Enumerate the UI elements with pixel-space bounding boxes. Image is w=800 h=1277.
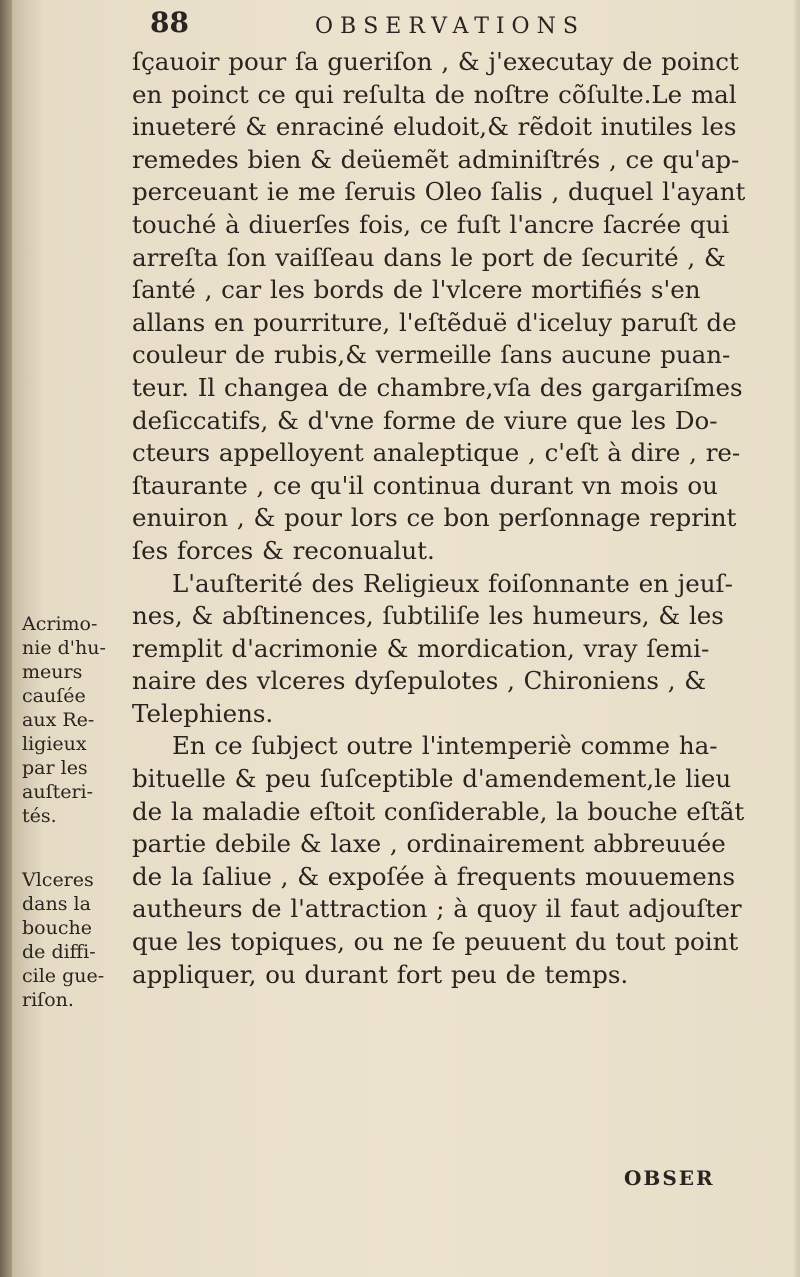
text-line: perceuant ie me ſeruis Oleo ſalis , duquel l'ayant bbox=[132, 177, 746, 207]
margin-line: auſteri- bbox=[22, 781, 94, 803]
text-line: enuiron , & pour lors ce bon perſonnage reprint bbox=[132, 503, 737, 533]
text-line: appliquer, ou durant fort peu de temps. bbox=[132, 959, 629, 989]
margin-line: dans la bbox=[22, 893, 91, 915]
margin-line: cile gue- bbox=[22, 965, 105, 987]
text-line: ſtaurante , ce qu'il continua durant vn mois ou bbox=[132, 470, 718, 500]
page-number: 88 bbox=[150, 6, 189, 39]
running-title: OBSERVATIONS bbox=[315, 14, 585, 39]
text-line: deſiccatifs, & d'vne forme de viure que les Do- bbox=[132, 405, 718, 435]
text-line: remedes bien & deüemẽt adminiſtrés , ce qu'ap- bbox=[132, 144, 740, 174]
text-line: autheurs de l'attraction ; à quoy il faut adjouſter bbox=[132, 894, 742, 924]
text-line: de la maladie eſtoit conſiderable, la bouche eſtãt bbox=[132, 796, 745, 826]
text-line: de la ſaliue , & expoſée à frequents mouuemens bbox=[132, 861, 736, 891]
body-text bbox=[132, 46, 772, 991]
text-line: ſanté , car les bords de l'vlcere mortifiés s'en bbox=[132, 275, 701, 305]
paragraph-1 bbox=[132, 46, 772, 568]
margin-line: bouche bbox=[22, 917, 92, 939]
text-line: ſes forces & reconualut. bbox=[132, 535, 435, 565]
margin-note-vlceres bbox=[22, 868, 122, 1012]
page-header bbox=[150, 4, 750, 44]
margin-line: aux Re- bbox=[22, 709, 95, 731]
text-line: partie debile & laxe , ordinairement abbreuuée bbox=[132, 829, 726, 859]
margin-line: de diffi- bbox=[22, 941, 96, 963]
text-line: En ce ſubject outre l'intemperiè comme ha- bbox=[172, 731, 718, 761]
text-line: nes, & abſtinences, ſubtiliſe les humeurs, & les bbox=[132, 601, 724, 631]
margin-line: par les bbox=[22, 757, 88, 779]
text-line: ſçauoir pour ſa gueriſon , & j'executay de poinct bbox=[132, 47, 739, 76]
paragraph-3 bbox=[132, 730, 772, 991]
margin-note-acrimonie bbox=[22, 612, 122, 828]
text-line: bituelle & peu ſuſceptible d'amendement,le lieu bbox=[132, 764, 732, 794]
text-line: en poinct ce qui reſulta de noſtre cõſulte.Le mal bbox=[132, 79, 737, 109]
text-line: inueteré & enraciné eludoit,& rẽdoit inutiles les bbox=[132, 112, 737, 142]
text-line: que les topiques, ou ne ſe peuuent du tout point bbox=[132, 927, 739, 957]
margin-line: Acrimo- bbox=[22, 613, 98, 635]
text-line: arreſta ſon vaiſſeau dans le port de ſecurité , & bbox=[132, 242, 726, 272]
text-line: teur. Il changea de chambre,vſa des gargariſmes bbox=[132, 372, 743, 402]
paragraph-2 bbox=[132, 568, 772, 731]
text-line: naire des vlceres dyſepulotes , Chironiens , & bbox=[132, 666, 707, 696]
margin-line: ligieux bbox=[22, 733, 87, 755]
margin-line: nie d'hu- bbox=[22, 637, 106, 659]
text-line: Telephiens. bbox=[132, 698, 274, 728]
margin-line: tés. bbox=[22, 805, 57, 827]
catchword: OBSER bbox=[624, 1166, 715, 1190]
margin-line: Vlceres bbox=[22, 869, 94, 891]
margin-line: cauſée bbox=[22, 685, 86, 707]
text-line: cteurs appelloyent analeptique , c'eſt à dire , re- bbox=[132, 438, 741, 468]
page-edge bbox=[794, 0, 800, 1277]
text-line: allans en pourriture, l'eſtẽduë d'iceluy paruſt de bbox=[132, 307, 737, 337]
text-line: couleur de rubis,& vermeille ſans aucune puan- bbox=[132, 340, 731, 370]
text-line: L'auſterité des Religieux foiſonnante en jeuſ- bbox=[172, 568, 733, 598]
book-gutter bbox=[0, 0, 12, 1277]
margin-line: meurs bbox=[22, 661, 83, 683]
text-line: touché à diuerſes fois, ce fuſt l'ancre ſacrée qui bbox=[132, 209, 730, 239]
text-line: remplit d'acrimonie & mordication, vray ſemi- bbox=[132, 633, 710, 663]
margin-line: riſon. bbox=[22, 989, 74, 1011]
